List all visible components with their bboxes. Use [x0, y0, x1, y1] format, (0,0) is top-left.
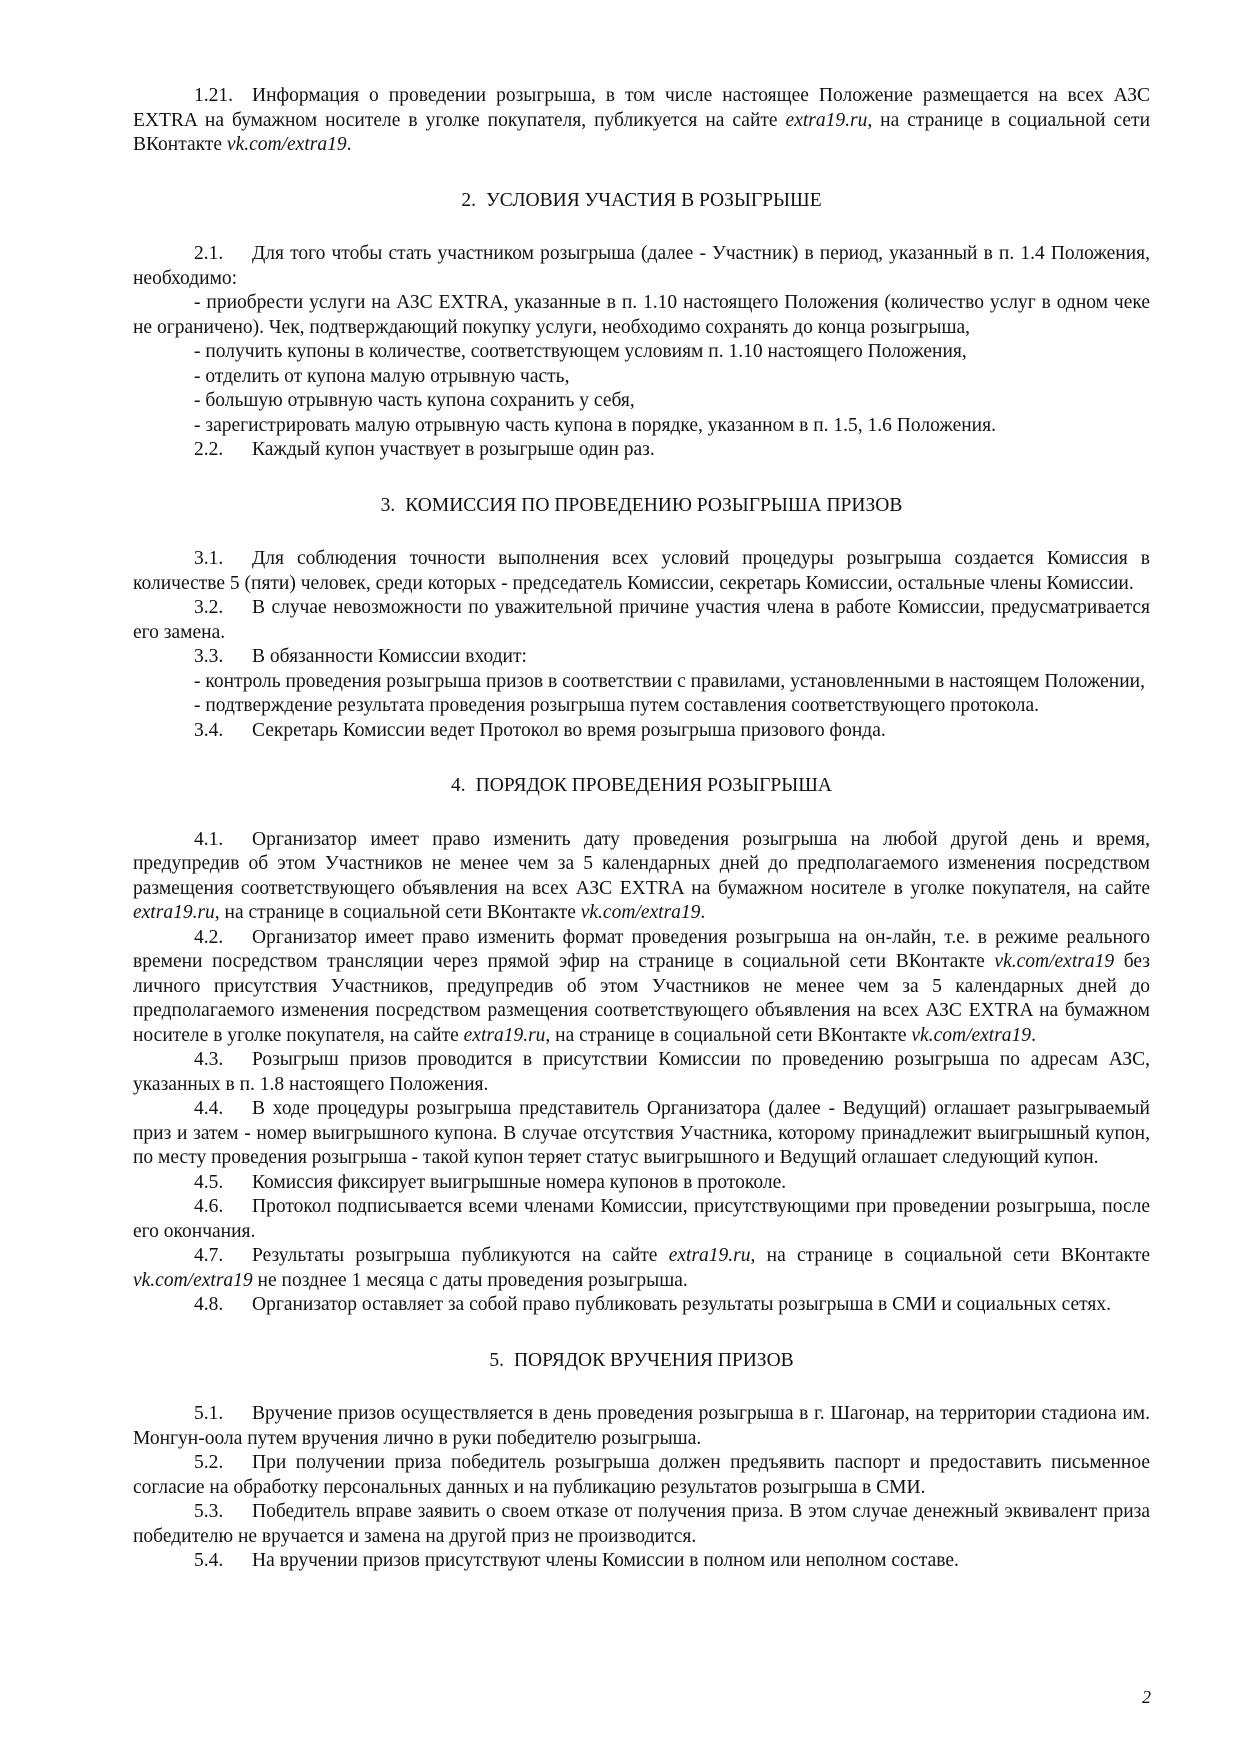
link-extra19-ru[interactable]: extra19.ru	[463, 1024, 546, 1046]
clause-3-3	[133, 645, 1150, 670]
section-title: ПОРЯДОК ПРОВЕДЕНИЯ РОЗЫГРЫША	[475, 775, 832, 796]
link-vk-extra19[interactable]: vk.com/extra19	[133, 1269, 253, 1291]
clause-text: Для того чтобы стать участником розыгрыша (далее - Участник) в период, указанный в п. 1.4 Положения, необходимо:	[133, 243, 1150, 289]
clause-4-2	[133, 926, 1150, 1049]
list-item: - большую отрывную часть купона сохранить у себя,	[194, 390, 635, 411]
list-item: - подтверждение результата проведения розыгрыша путем составления соответствующего протокола.	[194, 695, 1040, 716]
list-item: - приобрести услуги на АЗС EXTRA, указанные в п. 1.10 настоящего Положения (количество услуг в одном чеке не ограничено). Чек, подтверждающий покупку услуги, необходимо сохранять до конца розыгрыша,	[133, 292, 1150, 338]
clause-4-5	[133, 1171, 1150, 1196]
clause-text: , на странице в социальной сети ВКонтакте	[545, 1024, 912, 1046]
clause-text: .	[700, 902, 706, 923]
list-item: - получить купоны в количестве, соответствующем условиям п. 1.10 настоящего Положения,	[194, 341, 967, 362]
clause-text: В ходе процедуры розыгрыша представитель Организатора (далее - Ведущий) оглашает разыгрываемый приз и затем - номер выигрышного купона. В случае отсутствия Участника, которому принадлежит выигрышный купон, по месту проведения розыгрыша - такой купон теряет статус выигрышного и Ведущий оглашает следующий купон.	[133, 1098, 1150, 1168]
clause-text: Организатор имеет право изменить формат проведения розыгрыша на он-лайн, т.е. в режиме реального времени посредством трансляции через прямой эфир на странице в социальной сети ВКонтакте	[133, 926, 1150, 972]
link-extra19-ru[interactable]: extra19.ru	[785, 109, 868, 131]
clause-text: , на странице в социальной сети ВКонтакте	[133, 109, 1151, 155]
clause-number: 4.2.	[194, 926, 224, 948]
clause-number: 3.4.	[194, 719, 224, 741]
clause-number: 3.3.	[194, 646, 224, 667]
clause-number: 2.1.	[194, 243, 224, 264]
clause-number: 5.4.	[194, 1550, 224, 1571]
clause-4-1	[133, 828, 1150, 926]
section-title: КОМИССИЯ ПО ПРОВЕДЕНИЮ РОЗЫГРЫША ПРИЗОВ	[405, 494, 903, 516]
clause-1-21	[133, 84, 1150, 158]
clause-3-1	[133, 547, 1150, 596]
clause-text: Каждый купон участвует в розыгрыше один раз.	[252, 439, 655, 460]
link-vk-extra19[interactable]: vk.com/extra19	[226, 134, 347, 155]
clause-text: , на странице в социальной сети ВКонтакте	[214, 902, 581, 923]
clause-number: 3.2.	[194, 597, 224, 618]
clause-text: В случае невозможности по уважительной причине участия члена в работе Комиссии, предусматривается его замена.	[133, 597, 1150, 643]
section-2-heading	[133, 189, 1150, 214]
clause-5-3	[133, 1500, 1150, 1549]
clause-2-2	[133, 438, 1150, 463]
clause-text: Протокол подписывается всеми членами Комиссии, присутствующими при проведении розыгрыша, после его окончания.	[133, 1196, 1150, 1242]
clause-3-4	[133, 719, 1150, 744]
section-number: 5.	[489, 1349, 504, 1371]
section-number: 4.	[451, 775, 466, 796]
clause-text: Организатор имеет право изменить дату проведения розыгрыша на любой другой день и время, предупредив об этом Участников не менее чем за 5 календарных дней до предполагаемого изменения посредством размещения соответствующего объявления на всех АЗС EXTRA на бумажном носителе в уголке покупателя, на сайте	[133, 828, 1150, 899]
link-vk-extra19[interactable]: vk.com/extra19	[580, 902, 701, 923]
clause-number: 4.7.	[194, 1245, 224, 1266]
clause-number: 1.21.	[194, 85, 233, 106]
section-title: ПОРЯДОК ВРУЧЕНИЯ ПРИЗОВ	[513, 1349, 794, 1371]
clause-2-1	[133, 242, 1150, 291]
clause-text: В обязанности Комиссии входит:	[252, 646, 527, 667]
clause-text: При получении приза победитель розыгрыша должен предъявить паспорт и предоставить письменное согласие на обработку персональных данных и на публикацию результатов розыгрыша в СМИ.	[133, 1452, 1150, 1498]
clause-text: , на странице в социальной сети ВКонтакте	[750, 1245, 1150, 1266]
clause-4-3	[133, 1048, 1150, 1097]
clause-number: 4.5.	[194, 1171, 224, 1193]
section-title: УСЛОВИЯ УЧАСТИЯ В РОЗЫГРЫШЕ	[486, 189, 822, 211]
list-item: - отделить от купона малую отрывную часть,	[194, 365, 570, 387]
section-5-heading	[133, 1349, 1150, 1374]
clause-text: На вручении призов присутствуют члены Комиссии в полном или неполном составе.	[252, 1550, 959, 1571]
link-extra19-ru[interactable]: extra19.ru	[668, 1245, 751, 1266]
clause-text: без личного присутствия Участников, предупредив об этом Участников не менее чем за 5 календарных дней до предполагаемого изменения посредством размещения соответствующего объявления на всех АЗС EXTRA на бумажном носителе в уголке покупателя, на сайте	[133, 951, 1151, 1046]
clause-4-7	[133, 1244, 1150, 1293]
page-number: 2	[1142, 1687, 1151, 1707]
clause-number: 5.3.	[194, 1501, 224, 1522]
clause-number: 5.1.	[194, 1403, 224, 1424]
section-4-heading	[133, 774, 1150, 799]
section-number: 2.	[461, 189, 476, 211]
section-number: 3.	[380, 494, 396, 516]
clause-number: 5.2.	[194, 1452, 224, 1473]
clause-text: Организатор оставляет за собой право публиковать результаты розыгрыша в СМИ и социальных сетях.	[252, 1294, 1111, 1315]
clause-4-8	[133, 1293, 1150, 1318]
link-vk-extra19[interactable]: vk.com/extra19	[994, 951, 1115, 972]
list-item: - зарегистрировать малую отрывную часть купона в порядке, указанном в п. 1.5, 1.6 Положения.	[194, 414, 996, 436]
clause-number: 4.3.	[194, 1049, 224, 1070]
clause-5-2	[133, 1451, 1150, 1500]
clause-number: 2.2.	[194, 439, 224, 460]
clause-text: .	[346, 134, 352, 155]
clause-number: 3.1.	[194, 548, 224, 569]
clause-text: Комиссия фиксирует выигрышные номера купонов в протоколе.	[252, 1171, 787, 1193]
list-item: - контроль проведения розыгрыша призов в соответствии с правилами, установленными в настоящем Положении,	[194, 670, 1145, 692]
clause-number: 4.8.	[194, 1294, 224, 1315]
clause-text: Секретарь Комиссии ведет Протокол во время розыгрыша призового фонда.	[252, 719, 886, 741]
clause-text: Для соблюдения точности выполнения всех условий процедуры розыгрыша создается Комиссия в количестве 5 (пяти) человек, среди которых - председатель Комиссии, секретарь Комиссии, остальные члены Комиссии.	[133, 548, 1150, 594]
clause-text: Информация о проведении розыгрыша, в том числе настоящее Положение размещается на всех АЗС EXTRA на бумажном носителе в уголке покупателя, публикуется на сайте	[133, 85, 1150, 131]
clause-text: Вручение призов осуществляется в день проведения розыгрыша в г. Шагонар, на территории стадиона им. Монгун-оола путем вручения лично в руки победителю розыгрыша.	[133, 1403, 1150, 1449]
clause-number: 4.4.	[194, 1098, 224, 1119]
clause-4-6	[133, 1195, 1150, 1244]
link-vk-extra19[interactable]: vk.com/extra19	[911, 1024, 1032, 1046]
clause-5-4	[133, 1549, 1150, 1574]
clause-number: 4.6.	[194, 1196, 224, 1217]
section-3-heading	[133, 494, 1150, 519]
clause-text: .	[1031, 1024, 1036, 1046]
clause-3-2	[133, 596, 1150, 645]
clause-number: 4.1.	[194, 828, 224, 850]
clause-text: Победитель вправе заявить о своем отказе от получения приза. В этом случае денежный эквивалент приза победителю не вручается и замена на другой приз не производится.	[133, 1501, 1150, 1547]
link-extra19-ru[interactable]: extra19.ru	[133, 902, 215, 923]
clause-5-1	[133, 1402, 1150, 1451]
clause-text: Розыгрыш призов проводится в присутствии Комиссии по проведению розыгрыша по адресам АЗС, указанных в п. 1.8 настоящего Положения.	[133, 1049, 1150, 1095]
clause-4-4	[133, 1097, 1150, 1171]
clause-text: Результаты розыгрыша публикуются на сайте	[252, 1245, 669, 1266]
clause-text: не позднее 1 месяца с даты проведения розыгрыша.	[252, 1269, 688, 1291]
